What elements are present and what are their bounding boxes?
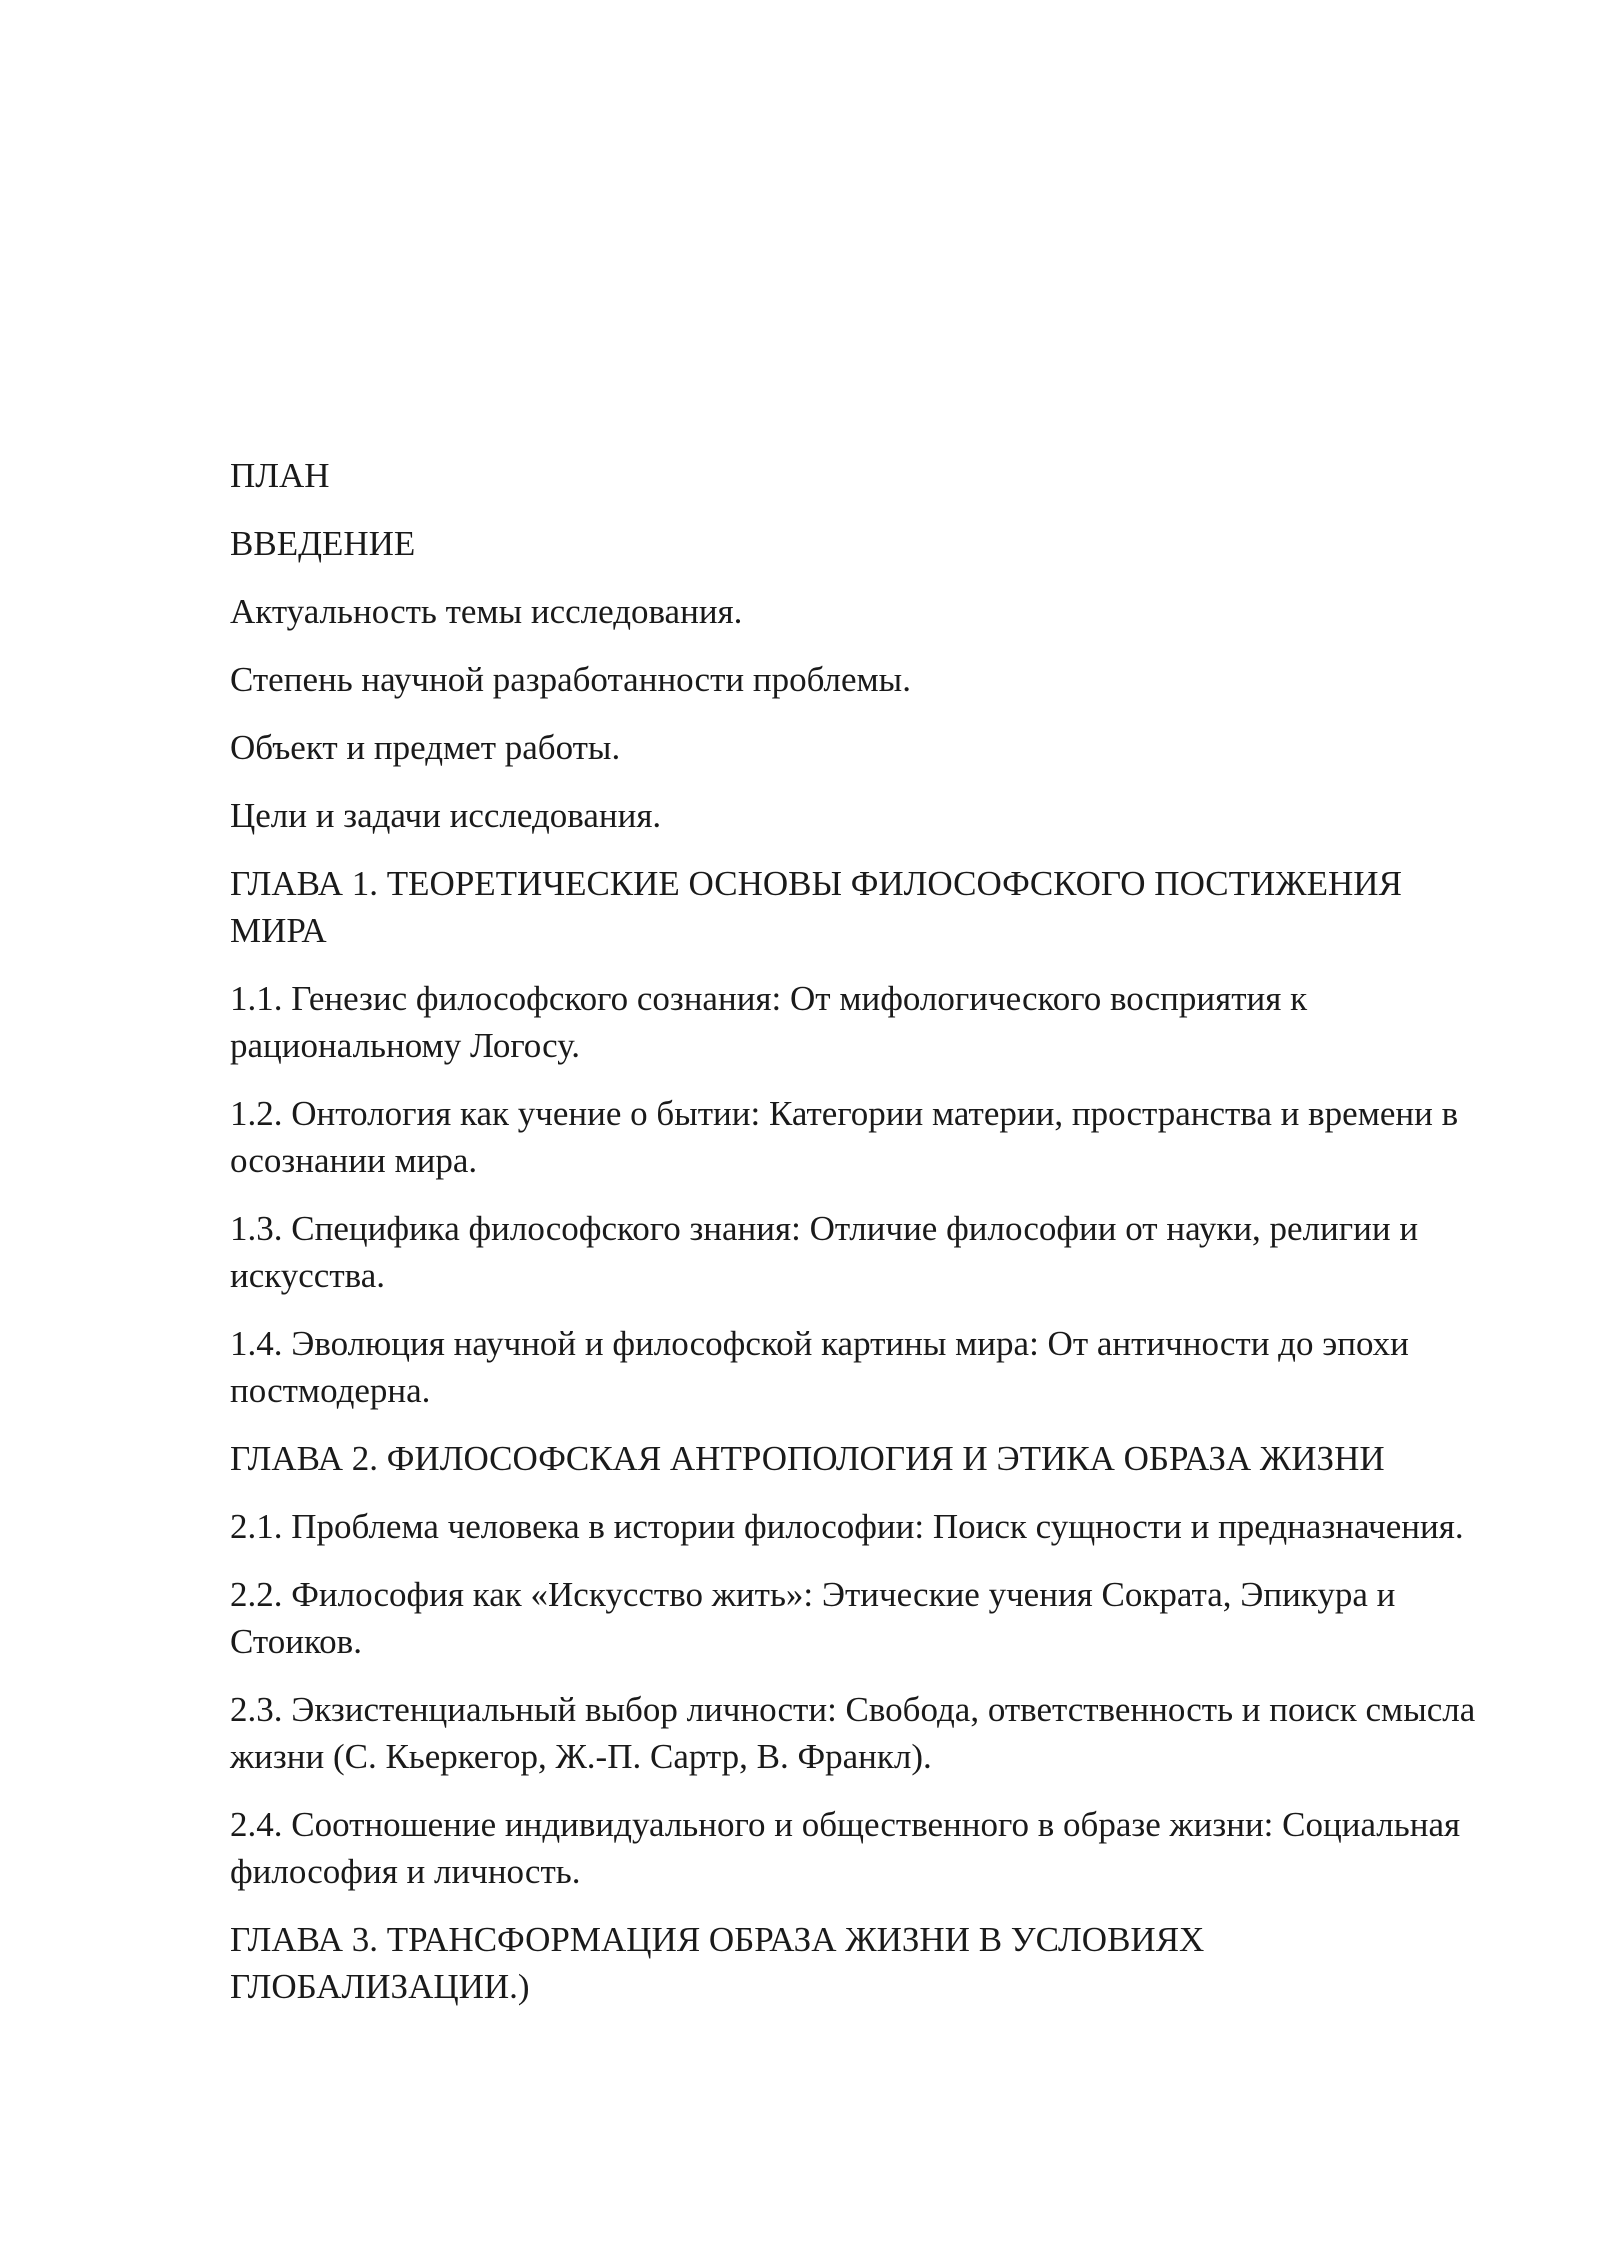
chapter-1-heading: ГЛАВА 1. ТЕОРЕТИЧЕСКИЕ ОСНОВЫ ФИЛОСОФСКОГО ПОСТИЖЕНИЯ МИРА xyxy=(230,864,1402,950)
chapter-3-heading: ГЛАВА 3. ТРАНСФОРМАЦИЯ ОБРАЗА ЖИЗНИ В УСЛОВИЯХ ГЛОБАЛИЗАЦИИ.) xyxy=(230,1920,1205,2006)
plan-heading: ПЛАН xyxy=(230,456,330,495)
chapter-2-heading: ГЛАВА 2. ФИЛОСОФСКАЯ АНТРОПОЛОГИЯ И ЭТИКА ОБРАЗА ЖИЗНИ xyxy=(230,1439,1385,1478)
introduction-heading: ВВЕДЕНИЕ xyxy=(230,524,416,563)
section-2-2: 2.2. Философия как «Искусство жить»: Этические учения Сократа, Эпикура и Стоиков. xyxy=(230,1575,1396,1661)
section-1-2: 1.2. Онтология как учение о бытии: Категории материи, пространства и времени в осознании мира. xyxy=(230,1094,1459,1180)
section-1-4: 1.4. Эволюция научной и философской картины мира: От античности до эпохи постмодерна. xyxy=(230,1324,1409,1410)
section-2-1: 2.1. Проблема человека в истории философии: Поиск сущности и предназначения. xyxy=(230,1507,1464,1546)
outline-item: Степень научной разработанности проблемы. xyxy=(230,660,911,699)
plan-outline xyxy=(230,452,1500,2031)
outline-item: Объект и предмет работы. xyxy=(230,728,621,767)
section-2-4: 2.4. Соотношение индивидуального и общественного в образе жизни: Социальная философия и личность. xyxy=(230,1805,1461,1891)
outline-item: Цели и задачи исследования. xyxy=(230,796,662,835)
section-2-3: 2.3. Экзистенциальный выбор личности: Свобода, ответственность и поиск смысла жизни (С. Кьеркегор, Ж.-П. Сартр, В. Франкл). xyxy=(230,1690,1476,1776)
outline-item: Актуальность темы исследования. xyxy=(230,592,743,631)
section-1-3: 1.3. Специфика философского знания: Отличие философии от науки, религии и искусства. xyxy=(230,1209,1419,1295)
section-1-1: 1.1. Генезис философского сознания: От мифологического восприятия к рациональному Логосу. xyxy=(230,979,1308,1065)
